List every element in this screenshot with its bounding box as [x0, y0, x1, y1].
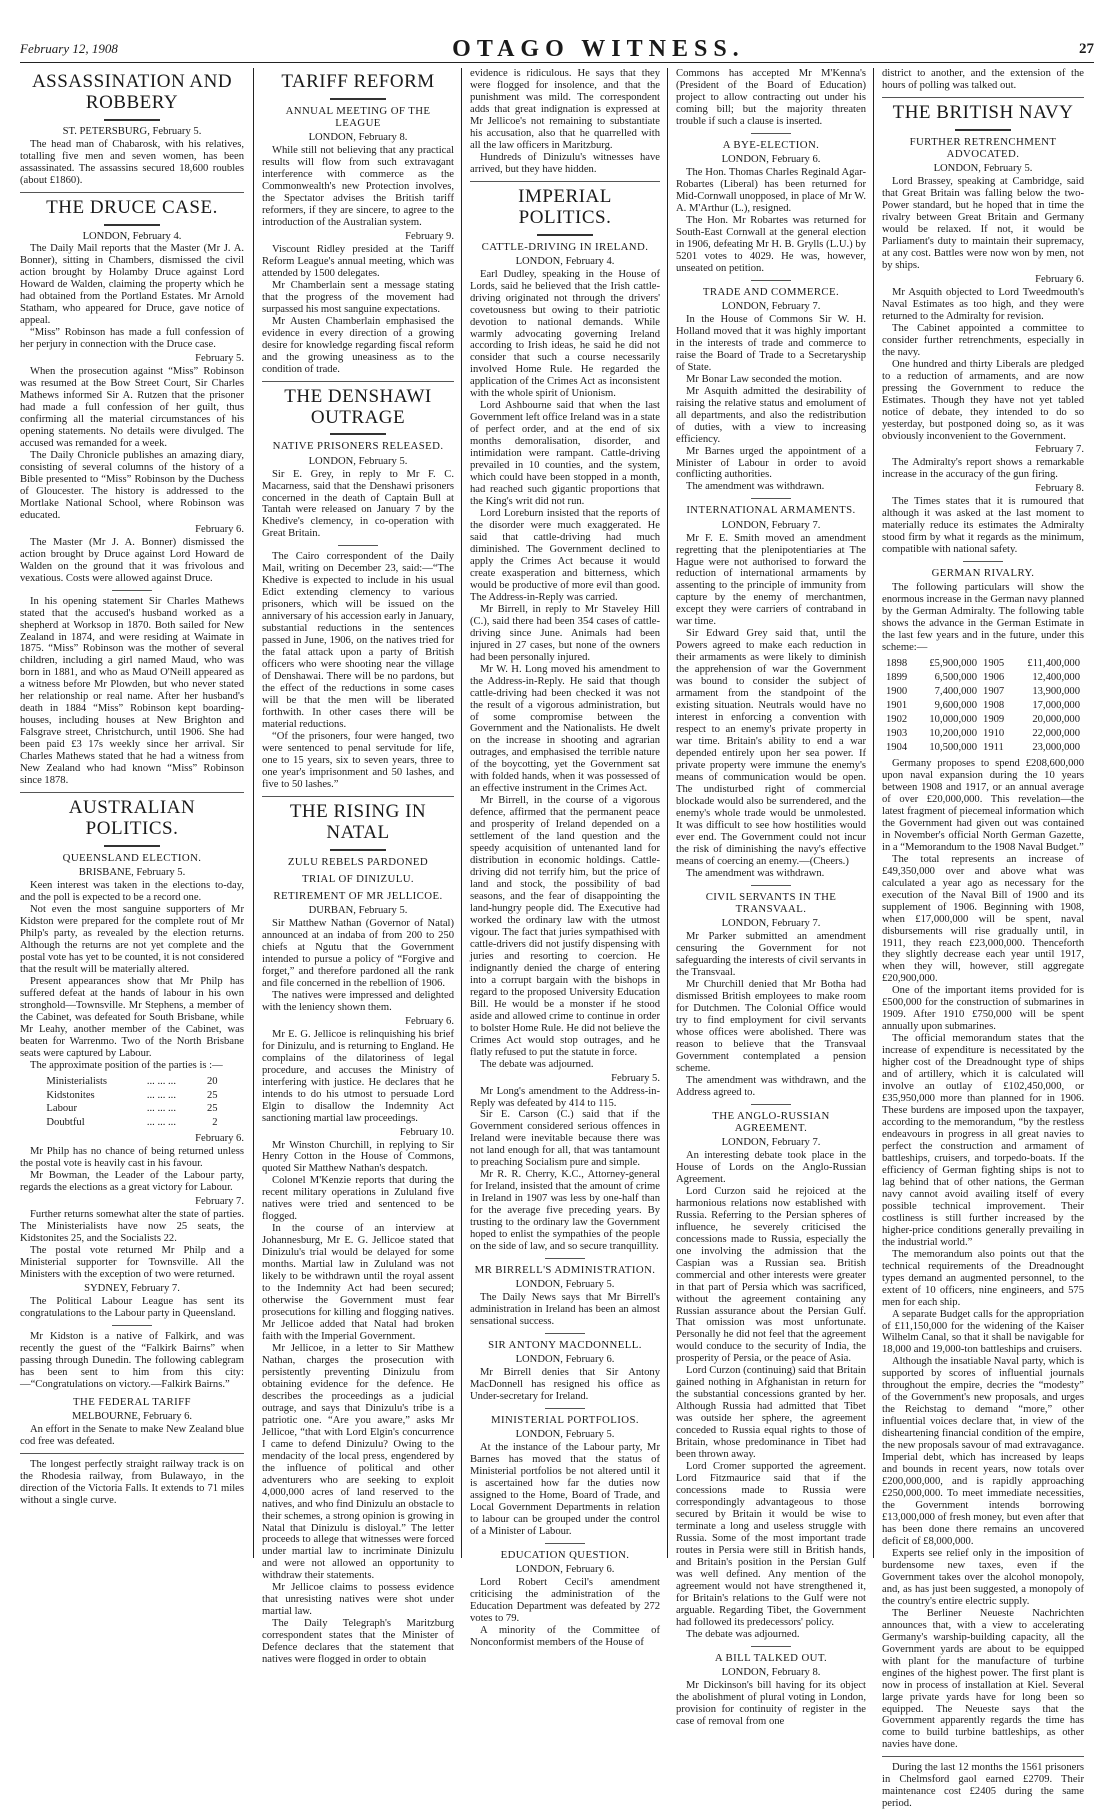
rule: [537, 234, 593, 236]
paragraph: Mr Jellicoe claims to possess evidence that unresisting natives were shot under martial law.: [262, 1582, 454, 1618]
year: 1910: [983, 728, 1005, 740]
amount: 7,400,000: [934, 686, 978, 698]
subheading: CATTLE-DRIVING IN IRELAND.: [481, 240, 649, 253]
divider: [882, 97, 1084, 98]
paragraph: A separate Budget calls for the appropriation of £11,150,000 for the widening of the Kaiser Wilhelm Canal, so that it shall be navigable for 18,000 and 19,000-ton battleships and cruisers.: [882, 1308, 1084, 1356]
paragraph: The Daily Mail reports that the Master (Mr J. A. Bonner), sitting in Chambers, dismissed the civil action brought by Holamby Druce against Lord Howard de Walden, claiming the property which he had obtained from the Portland Estates. Mr Arnold Statham, who appeared for Druce, gave notice of appeal.: [20, 243, 244, 327]
dateline: LONDON, February 6.: [515, 1354, 615, 1366]
paragraph: Mr Philp has no chance of being returned unless the postal vote is heavily cast in his favour.: [20, 1146, 244, 1170]
dateline: February 7.: [1035, 444, 1084, 456]
subheading: GERMAN RIVALRY.: [931, 567, 1035, 580]
amount: 20,000,000: [1032, 714, 1080, 726]
paragraph: The longest perfectly straight railway track is on the Rhodesia railway, from Bulawayo, in the direction of the Victoria Falls. It extends to 71 miles without a single curve.: [20, 1458, 244, 1506]
paragraph: “Miss” Robinson has made a full confession of her perjury in connection with the Druce case.: [20, 327, 244, 351]
subheading: ANNUAL MEETING OF THE LEAGUE: [285, 104, 431, 130]
estimates-table: [882, 656, 1084, 756]
paragraph: While still not believing that any practical results will flow from such extravagant interference with commerce as the Commonwealth's new Protection involves, the Spectator advises the British tariff reformers, if they are sincere, to agree to the introduction of the Australian system.: [262, 145, 454, 229]
paragraph: The Hon. Thomas Charles Reginald Agar-Robartes (Liberal) has been returned for Mid-Cornwall unopposed, in place of Mr W. A. M'Arthur (L.), resigned.: [676, 167, 866, 214]
amount: £5,900,000: [929, 658, 978, 670]
rule: [104, 845, 160, 847]
paragraph: Viscount Ridley presided at the Tariff Reform League's annual meeting, which was attended by 1500 delegates.: [262, 243, 454, 279]
dateline: LONDON, February 6.: [515, 1564, 615, 1576]
paragraph: The official memorandum states that the increase of expenditure is necessitated by the higher cost of the Dreadnought type of ships and of artillery, which it is calculated will involve an outlay of £102,450,000, or £35,950,000 more than planned for in 1906. These burdens are imposed upon the taxpayer, according to the memorandum, “by the restless endeavours in progress in all great navies to perfect the construction and armament of battleships, cruisers, and torpedo-boats. If the efficiency of German fighting ships is not to lag behind that of other nations, the German navy cannot avoid availing itself of every possible technical improvement. Their costliness is still further increased by the higher-price conditions generally prevailing in the industrial world.”: [882, 1033, 1084, 1248]
paragraph: The Political Labour League has sent its congratulations to the Labour party in Queensland.: [20, 1296, 244, 1319]
headline-assassination: ASSASSINATION AND ROBBERY: [31, 71, 233, 113]
subheading: CIVIL SERVANTS IN THE TRANSVAAL.: [705, 890, 837, 915]
paragraph: Further returns somewhat alter the state of parties. The Ministerialists have now 25 seats, the Kidstonites 25, and the Socialists 22.: [20, 1209, 244, 1245]
headline-british-navy: THE BRITISH NAVY: [892, 101, 1074, 123]
year: 1905: [983, 658, 1005, 670]
paragraph: The Admiralty's report shows a remarkable increase in the accuracy of the gun firing.: [882, 457, 1084, 481]
amount: 12,400,000: [1032, 672, 1080, 684]
party-name: Doubtful: [46, 1117, 85, 1129]
paragraph: When the prosecution against “Miss” Robinson was resumed at the Bow Street Court, Sir Charles Mathews informed Sir A. Rutzen that the prisoner had made a full confession of her guilt, thus confirming all the material circumstances of his opening statements. No details were divulged. The accused was remanded for a week.: [20, 366, 244, 449]
rule: [330, 433, 386, 435]
dateline: MELBOURNE, February 6.: [71, 1410, 193, 1422]
paragraph: Sir Edward Grey said that, until the Powers agreed to make each reduction in their armaments as were likely to diminish the apprehension of war the Government was bound to consider the subject of armament from the standpoint of the existing situation. Neutrals would have no interest in enforcing a convention with respect to an enemy's private property in war time. Britain's ability to end a war depended entirely upon her sea power. If private property were immune the enemy's means of communication would be open. The undisturbed right of commercial blockade would also be surrendered, and the enemy's whole trade would be unmolested. It was difficult to see how hostilities would ever end. The Government could not incur the risk of diminishing the navy's effective means of coercing an enemy.—(Cheers.): [676, 628, 866, 867]
headline-druce-case: THE DRUCE CASE.: [46, 196, 218, 218]
dateline: LONDON, February 4.: [515, 255, 615, 267]
paragraph: The memorandum also points out that the technical requirements of the Dreadnought types demand an augmented personnel, to the extent of 10 officers, nine engineers, and 575 men for each ship.: [882, 1248, 1084, 1308]
paragraph: Present appearances show that Mr Philp has suffered defeat at the hands of labour in his own stronghold—Townsville. Mr Stephens, a member of the Cabinet, was defeated for South Brisbane, while Mr Leahy, another member of the Cabinet, was beaten for Warrenmo. Two of the North Brisbane seats were captured by Labour.: [20, 975, 244, 1059]
year: 1909: [983, 714, 1005, 726]
dateline: February 6.: [195, 523, 244, 535]
divider: [338, 545, 378, 546]
table-row: [884, 714, 1082, 726]
divider: [545, 1408, 585, 1409]
paragraph: The Cairo correspondent of the Daily Mail, writing on December 23, said:—“The Khedive is expected to include in his usual Edict extending clemency to various prisoners, which will be issued on the anniversary of his accession early in January, substantial reductions in the sentences passed in June, 1906, on the natives tried for the fatal attack upon a party of British officers who were shooting near the village of Denshawai. There will be no pardons, but the effect of the reductions in some cases will be that the men will be liberated forthwith. In other cases there will be material reductions.: [262, 551, 454, 730]
headline-australian-politics: AUSTRALIAN POLITICS.: [68, 797, 196, 839]
dateline: LONDON, February 8.: [308, 132, 408, 144]
paragraph: The debate was adjourned.: [480, 1058, 594, 1070]
dateline: LONDON, February 7.: [721, 918, 821, 930]
paragraph: Mr Parker submitted an amendment censuring the Government for not safeguarding the interests of civil servants in the Transvaal.: [676, 931, 866, 978]
dateline: ST. PETERSBURG, February 5.: [62, 125, 202, 137]
subheading: THE ANGLO-RUSSIAN AGREEMENT.: [712, 1109, 830, 1134]
paragraph: Mr W. H. Long moved his amendment to the Address-in-Reply. He said that though cattle-driving had been checked it was not the result of a vigorous administration, but of some compromise between the Government and the Nationalists. He dwelt on the increase in shooting and agrarian outrages, and emphasised the terrible nature of the boycotting, yet the Government sat with folded hands, when it was possessed of an effective instrument in the Crimes Act.: [470, 663, 660, 795]
paragraph: Mr Kidston is a native of Falkirk, and was recently the guest of the “Falkirk Bairns” when passing through Dunedin. The following cablegram has been sent to him from this city:—“Congratulations on victory.—Falkirk Bairns.”: [20, 1330, 244, 1390]
seat-count: 25: [206, 1103, 218, 1115]
subheading: ZULU REBELS PARDONED: [287, 855, 429, 868]
year: 1901: [886, 700, 908, 712]
table-row: [884, 700, 1082, 712]
paragraph: The Master (Mr J. A. Bonner) dismissed the action brought by Druce against Lord Howard de Walden on the ground that it was frivolous and vexatious. Costs were allowed against Druce.: [20, 536, 244, 584]
divider: [20, 192, 244, 193]
year: 1899: [886, 672, 908, 684]
divider: [963, 561, 1003, 562]
paragraph: Lord Loreburn insisted that the reports of the disorder were much exaggerated. He said that cattle-driving had much diminished. The Government declined to apply the Crimes Act because it would create exasperation and bitterness, which would be productive of more evil than good. The Address-in-Reply was carried.: [470, 508, 660, 603]
paragraph: The Times states that it is rumoured that although it was asked at the last moment to materially reduce its estimates the Admiralty stood firm by what it regards as the minimum, compatible with national safety.: [882, 496, 1084, 556]
divider: [545, 1333, 585, 1334]
dateline: February 6.: [195, 1133, 244, 1145]
paragraph: Commons has accepted Mr M'Kenna's (President of the Board of Education) project to allow contracting out under his coming bill; but the majority threaten trouble if such a clause is inserted.: [676, 68, 866, 127]
issue-date: February 12, 1908: [20, 41, 118, 56]
divider: [112, 590, 152, 591]
masthead: [20, 36, 1094, 63]
subheading: A BYE-ELECTION.: [722, 138, 820, 151]
table-row: [884, 686, 1082, 698]
divider: [545, 1258, 585, 1259]
subheading: TRADE AND COMMERCE.: [702, 285, 840, 298]
paragraph: Lord Robert Cecil's amendment criticising the administration of the Education Department was defeated by 272 votes to 79.: [470, 1577, 660, 1625]
table-row: Kidstonites ... ... ... 25: [46, 1089, 218, 1101]
paragraph: evidence is ridiculous. He says that they were flogged for insolence, and that the punishment was mild. The correspondent adds that great indignation is expressed at Mr Jellicoe's not remaining to substantiate his accusation, also that he quarrelled with all the law officers in Maritzburg.: [470, 68, 660, 151]
dateline: February 5.: [195, 353, 244, 365]
table-row: Ministerialists ... ... ... 20: [46, 1075, 218, 1087]
divider: [751, 885, 791, 886]
amount: 10,000,000: [929, 714, 978, 726]
paragraph: The approximate position of the parties is :—: [30, 1059, 223, 1071]
year: 1900: [886, 686, 908, 698]
paragraph: Mr R. R. Cherry, K.C., Attorney-general for Ireland, insisted that the amount of crime in Ireland in 1907 was less by one-half than for the average five preceding years. By trusting to the ordinary law the Government hoped to enlist the sympathies of the people on the side of law, and so secure tranquillity.: [470, 1169, 660, 1253]
amount: 9,600,000: [934, 700, 978, 712]
paragraph: Mr Bowman, the Leader of the Labour party, regards the elections as a great victory for Labour.: [20, 1170, 244, 1194]
paragraph: Mr Dickinson's bill having for its object the abolishment of plural voting in London, provision for continuity of register in the case of removal from one: [676, 1679, 866, 1727]
paragraph: Lord Ashbourne said that when the last Government left office Ireland was in a state of perfect order, and at the end of six months demoralisation, disorder, and intimidation were rampant. Cattle-driving prevailed in 10 counties, and the system, which could have been stopped in a month, had reached such gigantic proportions that the King's writ did not run.: [470, 400, 660, 508]
divider: [262, 796, 454, 797]
table-row: [884, 742, 1082, 754]
paragraph: An interesting debate took place in the House of Lords on the Anglo-Russian Agreement.: [676, 1149, 866, 1185]
paragraph: Sir E. Carson (C.) said that if the Government considered serious offences in Ireland were inevitable because there was not land enough for all, that was tantamount to preaching Socialism pure and simple.: [470, 1109, 660, 1169]
paragraph: Not even the most sanguine supporters of Mr Kidston were prepared for the complete rout of Mr Philp's party, as revealed by the election returns. Although the returns are not yet complete and the postal vote has yet to be counted, it is not considered that the result will be materially altered.: [20, 903, 244, 975]
paragraph: At the instance of the Labour party, Mr Barnes has moved that the status of Ministerial portfolios be not altered until it is ascertained how far the duties now assigned to the Home, Board of Trade, and Local Government Departments in relation to labour can be grouped under the control of a Minister of Labour.: [470, 1442, 660, 1538]
paragraph: Keen interest was taken in the elections to-day, and the poll is expected to be a record one.: [20, 880, 244, 904]
column-5: [873, 68, 1084, 1810]
amount: 10,500,000: [929, 742, 978, 754]
paragraph: The Daily News says that Mr Birrell's administration in Ireland has been an almost sensational success.: [470, 1292, 660, 1328]
paragraph: The Berliner Neueste Nachrichten announces that, with a view to accelerating Germany's warship-building capacity, all the Government yards are about to be equipped with plant for the manufacture of turbine engines of the highest power. The first plant is now in process of installation at Kiel. Several large private yards have for long been so equipped. The Neueste says that the Government apparently regards the time has come to build turbine battleships, as other navies have done.: [882, 1607, 1084, 1751]
paragraph: The Daily Telegraph's Maritzburg correspondent states that the Minister of Defence declares that the statement that natives were flogged in order to obtain: [262, 1618, 454, 1666]
party-table: [42, 1074, 221, 1132]
divider: [262, 381, 454, 382]
paragraph: Mr Winston Churchill, in replying to Sir Henry Cotton in the House of Commons, quoted Sir Matthew Nathan's despatch.: [262, 1139, 454, 1175]
dateline: February 6.: [405, 1015, 454, 1027]
paragraph: Sir E. Grey, in reply to Mr F. C. Macarness, said that the Denshawi prisoners concerned in the death of Captain Bull at Tantah were released on January 7 by the Khedive's clemency, in co-operation with Great Britain.: [262, 468, 454, 540]
paragraph: Mr Jellicoe, in a letter to Sir Matthew Nathan, charges the prosecution with persistently preventing Dinizulu from obtaining evidence for the defence. He describes the proceedings as a judicial outrage, and says that Dinizulu's tribe is a patriotic one. “Are you aware,” asks Mr Jellicoe, “that with Lord Elgin's concurrence I came to defend Dinizulu? Owing to the mendacity of the local press, engendered by the influence of political and other adventurers who are seeking to exploit 4,000,000 acres of land reserved to the natives, and who find Dinizulu an obstacle to their schemes, a strong opinion is growing in Natal that Dinizulu is disloyal.” The letter proceeds to allege that witnesses were forced under martial law to incriminate Dinizulu and were not allowed an opportunity to withdraw their statements.: [262, 1342, 454, 1582]
paragraph: Lord Curzon (continuing) said that Britain gained nothing in Afghanistan in return for the substantial concessions granted by her. Although Russia had admitted that Tibet was outside her sphere, the agreement conceded to Russia equal rights to those of Britain, whose predominance in Tibet had been thrown away.: [676, 1365, 866, 1461]
paragraph: The natives were impressed and delighted with the leniency shown them.: [262, 989, 454, 1013]
paragraph: An effort in the Senate to make New Zealand blue cod free was defeated.: [20, 1423, 244, 1447]
divider: [751, 1646, 791, 1647]
subheading: QUEENSLAND ELECTION.: [62, 851, 202, 864]
paragraph: Mr Birrell, in reply to Mr Staveley Hill (C.), said there had been 354 cases of cattle-driving since June. Animals had been injured in 27 cases, but none of the owners had been personally injured.: [470, 603, 660, 663]
divider: [751, 280, 791, 281]
paragraph: In his opening statement Sir Charles Mathews stated that the accused's husband worked as a shepherd at Worksop in 1870. Both sailed for New Zealand in 1874, and were residing at Waimate in 1875. “Miss” Robinson was the mother of several children, including a girl named Maud, who was born in 1881, and who as Maud O'Neill appeared as a witness before Mr Plowden, but who never stated her relationship or real name. After her husband's death in 1884 “Miss” Robinson kept boarding-houses, including houses at New Brighton and Falsgrave street, Christchurch, until 1906. She had been paid £3 17s weekly since her arrival. Sir Charles Mathews stated that he had a witness from New Zealand who had known “Miss” Robinson since 1878.: [20, 595, 244, 787]
headline-denshawi-outrage: THE DENSHAWI OUTRAGE: [284, 385, 432, 428]
year: 1903: [886, 728, 908, 740]
subheading: NATIVE PRISONERS RELEASED.: [272, 440, 444, 453]
table-row: [884, 728, 1082, 740]
amount: 23,000,000: [1032, 742, 1080, 754]
divider: [751, 498, 791, 499]
amount: 6,500,000: [934, 672, 978, 684]
divider: [545, 1543, 585, 1544]
amount: 10,200,000: [929, 728, 978, 740]
paragraph: Mr Long's amendment to the Address-in-Reply was defeated by 414 to 115.: [470, 1085, 660, 1109]
year: 1898: [886, 658, 908, 670]
paragraph: Germany proposes to spend £208,600,000 upon naval expansion during the 10 years between 1908 and 1917, or an annual average of over £20,000,000. This revelation—the latest fragment of piecemeal information which the Government had given out was contained in November's official North German Gazette, in a “Memorandum to the 1908 Naval Budget.”: [882, 757, 1084, 853]
rule: [104, 119, 160, 121]
dateline: LONDON, February 7.: [721, 519, 821, 531]
subheading: THE FEDERAL TARIFF: [73, 1395, 191, 1408]
paragraph: Mr Bonar Law seconded the motion.: [686, 373, 842, 385]
paragraph: One of the important items provided for is £500,000 for the construction of submarines in 1909. After 1910 £750,000 will be spent annually upon submarines.: [882, 985, 1084, 1033]
dateline: February 6.: [1035, 273, 1084, 285]
subheading: MR BIRRELL'S ADMINISTRATION.: [474, 1264, 656, 1277]
paragraph: Mr Asquith admitted the desirability of raising the relative status and emolument of all departments, and also the redistribution of duties, with a view to increasing efficiency.: [676, 385, 866, 445]
rule: [104, 224, 160, 226]
dateline: LONDON, February 7.: [721, 300, 821, 312]
paragraph: One hundred and thirty Liberals are pledged to a reduction of armaments, and are now pressing the Government to reduce the Estimates. Though they have not yet tabled notice of debate, they intended to do so yesterday, but postponed doing so, as it was obviously inconvenient to the Government.: [882, 358, 1084, 442]
column-2: [253, 68, 462, 1666]
page-number: 27: [1079, 40, 1094, 57]
year: 1902: [886, 714, 908, 726]
divider: [20, 792, 244, 793]
subheading: MINISTERIAL PORTFOLIOS.: [491, 1414, 639, 1427]
table-row: Labour ... ... ... 25: [46, 1103, 218, 1115]
paragraph: The Cabinet appointed a committee to consider further retrenchments, especially in the navy.: [882, 322, 1084, 358]
paragraph: Sir Matthew Nathan (Governor of Natal) announced at an indaba of from 200 to 250 chiefs at Ngutu that the Government intended to pursue a policy of “Forgive and forget,” and therefore pardoned all the rank and file concerned in the rebellion of 1906.: [262, 918, 454, 989]
paragraph: Mr Barnes urged the appointment of a Minister of Labour in order to avoid conflicting authorities.: [676, 445, 866, 481]
paragraph: Mr F. E. Smith moved an amendment regretting that the plenipotentiaries at The Hague were not authorised to forward the reduction of international armaments by assenting to the principle of immunity from capture by the enemy of merchantmen, except they were carriers of contraband in war time.: [676, 532, 866, 628]
paragraph: The debate was adjourned.: [686, 1628, 800, 1640]
paragraph: “Of the prisoners, four were hanged, two were sentenced to penal servitude for life, one to 15 years, six to seven years, three to one year's imprisonment and 50 lashes, and five to 50 lashes.”: [262, 730, 454, 790]
paragraph: Earl Dudley, speaking in the House of Lords, said he believed that the Irish cattle-driving originated not through the drivers' covetousness but owing to their patriotic devotion to national demands. While warmly advocating governing Ireland according to Irish ideas, he said he did not consider that such a course necessarily involved Home Rule. He regarded the application of the Crimes Act as inconsistent with the whole spirit of Unionism.: [470, 268, 660, 400]
paragraph: Colonel M'Kenzie reports that during the recent military operations in Zululand five natives were tried and sentenced to be flogged.: [262, 1175, 454, 1223]
paragraph: Lord Brassey, speaking at Cambridge, said that Great Britain was falling below the two-Power standard, but he hoped that in time the rivalry between Great Britain and Germany would be relaxed. If not, it would be Parliament's duty to maintain their supremacy, at any cost. Battles were now won by men, not by ships.: [882, 176, 1084, 271]
paragraph: In the House of Commons Sir W. H. Holland moved that it was highly important in the interests of trade and commerce to raise the Board of Trade to a Secretaryship of State.: [676, 313, 866, 373]
paragraph: The postal vote returned Mr Philp and a Ministerial supporter for Townsville. All the Ministers with the exception of two were returned.: [20, 1245, 244, 1281]
dateline: DURBAN, February 5.: [308, 905, 408, 917]
column-3: [461, 68, 668, 1649]
paragraph: The following particulars will show the enormous increase in the German navy planned by the German Admiralty. The following table shows the advance in the German Estimate in the last few years and in the future, under this scheme:—: [882, 582, 1084, 654]
table-row: [884, 658, 1082, 670]
table-row: Doubtful ... ... ... 2: [46, 1117, 218, 1129]
paragraph: Mr Birrell denies that Sir Antony MacDonnell has resigned his office as Under-secretary for Ireland.: [470, 1367, 660, 1403]
paragraph: Although the insatiable Naval party, which is supported by scores of influential journals throughout the empire, decries the “modesty” of the Government's new proposals, and urges the Reichstag to demand “more,” other influential voices declare that, in view of the disheartening financial condition of the empire, the new proposals savour of mad extravagance. Imperial debt, which has increased by leaps and bounds in recent years, now totals over £200,000,000, and is rapidly approaching £250,000,000. To meet immediate necessities, the Government intends borrowing £13,000,000 of fresh money, but even after that has been done there remains an uncovered deficit of £8,000,000.: [882, 1356, 1084, 1547]
paragraph: district to another, and the extension of the hours of polling was talked out.: [882, 68, 1084, 91]
divider: [470, 181, 660, 182]
seat-count: 25: [206, 1089, 218, 1101]
headline-imperial-politics: IMPERIAL POLITICS.: [518, 185, 612, 228]
subheading: RETIREMENT OF MR JELLICOE.: [273, 889, 443, 902]
subheading: A BILL TALKED OUT.: [714, 1651, 828, 1664]
paragraph: Mr Churchill denied that Mr Botha had dismissed British employees to make room for Dutchmen. The Colonial Office would try to find employment for civil servants whose offices were abolished. There was reason to believe that the Transvaal Government contemplated a pension scheme.: [676, 978, 866, 1074]
dateline: LONDON, February 4.: [82, 230, 182, 242]
year: 1911: [983, 742, 1004, 754]
column-1: [20, 68, 252, 1558]
amount: 13,900,000: [1032, 686, 1080, 698]
divider: [751, 133, 791, 134]
paragraph: Mr Asquith objected to Lord Tweedmouth's Naval Estimates as too high, and they were returned to the Admiralty for revision.: [882, 286, 1084, 322]
dateline: LONDON, February 5.: [933, 163, 1033, 175]
paragraph: The amendment was withdrawn.: [686, 481, 825, 493]
dateline: LONDON, February 7.: [721, 1136, 821, 1148]
paragraph: The total represents an increase of £49,350,000 over and above what was calculated a year ago as necessary for the execution of the Naval Bill of 1900 and its supplement of 1906. Beginning with 1908, when £17,000,000 will be spent, naval disbursements will rise gradually until, in 1911, they reach £23,000,000. Thenceforth they slightly decrease each year until 1917, when they will, however, still aggregate £20,900,000.: [882, 853, 1084, 985]
newspaper-title: OTAGO WITNESS.: [452, 35, 745, 62]
subheading: TRIAL OF DINIZULU.: [301, 872, 415, 885]
divider: [882, 1756, 1084, 1757]
paragraph: Lord Curzon said he rejoiced at the harmonious relations now established with Russia. Referring to the Persian spheres of influence, he severely criticised the concessions made to Russia, especially the one involving the admission that the Caspian was a Russian sea. British commercial and other interests were greater in that part of Persia which was sacrificed, without the agreement containing any Russian assurance about the Persian Gulf. That omission was most unfortunate. Personally he did not feel that the agreement would conduce to the security of India, the prosperity of Persia, or the peace of Asia.: [676, 1185, 866, 1365]
subheading: FURTHER RETRENCHMENT ADVOCATED.: [909, 135, 1057, 161]
amount: 17,000,000: [1032, 700, 1080, 712]
dateline: LONDON, February 5.: [515, 1429, 615, 1441]
paragraph: During the last 12 months the 1561 prisoners in Chelmsford gaol earned £2709. Their maintenance cost £2405 during the same period.: [882, 1762, 1084, 1810]
dateline: February 8.: [1035, 483, 1084, 495]
headline-rising-in-natal: THE RISING IN NATAL: [289, 800, 427, 843]
paragraph: Lord Cromer supported the agreement. Lord Fitzmaurice said that if the concessions made to Russia were correspondingly advantageous to those secured by Britain it would be wise to terminate a long and useless struggle with Russia. Some of the most important trade routes in Persia were still in British hands, and Britain's position in the Persian Gulf was well defined. Any mention of the agreement would not have strengthened it, for Britain's relations to the Gulf were not arguable. Regarding Tibet, the Government had followed its predecessors' policy.: [676, 1461, 866, 1628]
paragraph: The Daily Chronicle publishes an amazing diary, consisting of several columns of the history of a Bible presented to “Miss” Robinson by the Duchess of Gloucester. The history is addressed to the Mortlake National School, where Robinson was educated.: [20, 449, 244, 521]
paragraph: Mr Birrell, in the course of a vigorous defence, affirmed that the permanent peace and prosperity of Ireland depended on a settlement of the land question and the speedy acquisition of untenanted land for distribution in economic holdings. Cattle-driving did not terrify him, but the price of land and stock, the possibility of bad seasons, and the fear of disappointing the land-hungry people did. The Executive had worked the ordinary law with the utmost vigour. The fact that juries sympathised with cattle-drivers did not justify dispensing with juries and resorting to coercion. He indignantly denied the charge of entering into a corrupt bargain with the bishops in regard to the proposed University Education Bill. He would be a monster if he stood aside and allowed crime to continue in order to bolster Home Rule. He did not believe the Crimes Act would stop outrages, and he flatly refused to put the statute in force.: [470, 795, 660, 1058]
paragraph: The amendment was withdrawn.: [686, 867, 825, 879]
paragraph: A minority of the Committee of Nonconformist members of the House of: [470, 1625, 660, 1649]
party-name: Ministerialists: [46, 1075, 108, 1087]
rule: [330, 849, 386, 851]
paragraph: The head man of Chabarosk, with his relatives, totalling five men and seven women, has been assassinated. The assassins secured 18,600 roubles (about £1860).: [20, 138, 244, 186]
table-row: [884, 672, 1082, 684]
dateline: LONDON, February 6.: [721, 154, 821, 166]
party-name: Labour: [46, 1103, 77, 1115]
year: 1904: [886, 742, 908, 754]
seat-count: 2: [212, 1117, 218, 1129]
paragraph: The Hon. Mr Robartes was returned for South-East Cornwall at the general election in 1906, defeating Mr H. B. Grylls (L.U.) by 5201 votes to 4029. He was, however, unseated on petition.: [676, 214, 866, 274]
paragraph: Hundreds of Dinizulu's witnesses have arrived, but they have hidden.: [470, 151, 660, 175]
year: 1907: [983, 686, 1005, 698]
amount: £11,400,000: [1027, 658, 1080, 670]
party-name: Kidstonites: [46, 1089, 95, 1101]
subheading: EDUCATION QUESTION.: [500, 1549, 630, 1562]
divider: [751, 1104, 791, 1105]
column-4: [667, 68, 874, 1727]
rule: [955, 129, 1011, 131]
dateline: February 5.: [611, 1072, 660, 1084]
paragraph: Mr Austen Chamberlain emphasised the evidence in every direction of a growing desire for knowledge regarding fiscal reform and the growing uneasiness as to the condition of trade.: [262, 315, 454, 375]
headline-tariff-reform: TARIFF REFORM: [281, 71, 435, 92]
dateline: February 9.: [405, 231, 454, 243]
paragraph: In the course of an interview at Johannesburg, Mr E. G. Jellicoe stated that Dinizulu's trial would be delayed for some months. Martial law in Zululand was not likely to be withdrawn until the royal assent to the Indemnity Act had been secured; otherwise the Government must fear prosecutions for killing and flogging natives. Mr Jellicoe added that Natal had broken faith with the Imperial Government.: [262, 1223, 454, 1343]
dateline: LONDON, February 5.: [308, 455, 408, 467]
paragraph: The amendment was withdrawn, and the Address agreed to.: [676, 1074, 866, 1098]
dateline: LONDON, February 8.: [721, 1666, 821, 1678]
divider: [112, 1325, 152, 1326]
year: 1908: [983, 700, 1005, 712]
divider: [20, 1453, 244, 1454]
paragraph: Mr E. G. Jellicoe is relinquishing his brief for Dinizulu, and is returning to England. He complains of the dilatoriness of legal procedure, and accuses the Ministry of interfering with justice. He declares that he intends to do his utmost to persuade Lord Elgin to disallow the Indemnity Act sanctioning martial law proceedings.: [262, 1028, 454, 1124]
rule: [330, 98, 386, 100]
seat-count: 20: [206, 1075, 218, 1087]
paragraph: Mr Chamberlain sent a message stating that the progress of the movement had surpassed his most sanguine expectations.: [262, 279, 454, 315]
amount: 22,000,000: [1032, 728, 1080, 740]
dateline: SYDNEY, February 7.: [84, 1283, 180, 1295]
subheading: SIR ANTONY MACDONNELL.: [488, 1339, 642, 1352]
paragraph: Experts see relief only in the imposition of burdensome new taxes, even if the Government takes over the alcohol monopoly, and, as has just been suggested, a monopoly of the country's entire electric supply.: [882, 1547, 1084, 1607]
dateline: BRISBANE, February 5.: [78, 867, 186, 879]
year: 1906: [983, 672, 1005, 684]
dateline: February 7.: [195, 1196, 244, 1208]
dateline: February 10.: [399, 1126, 454, 1138]
dateline: LONDON, February 5.: [515, 1279, 615, 1291]
subheading: INTERNATIONAL ARMAMENTS.: [686, 504, 856, 517]
